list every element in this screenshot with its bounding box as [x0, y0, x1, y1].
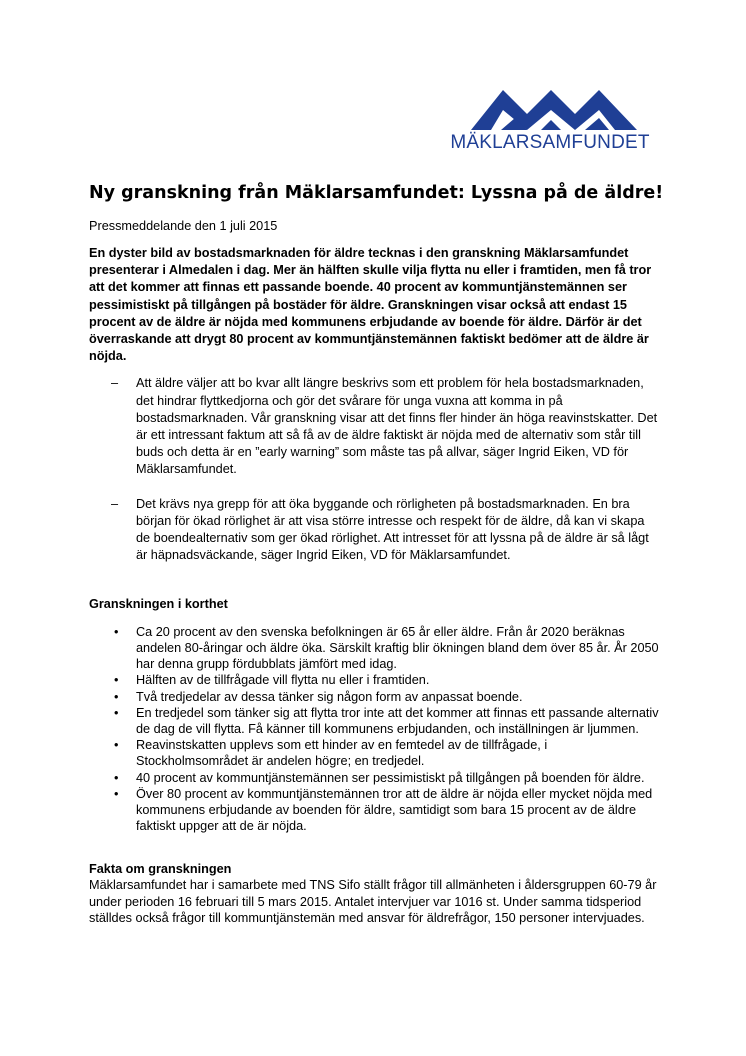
- bullet-icon: •: [114, 706, 119, 721]
- list-item: [89, 706, 661, 738]
- list-item-text: Reavinstskatten upplevs som ett hinder av en femtedel av de tillfrågade, i Stockholmsområdet är andelen högre; en tredjedel.: [136, 738, 548, 769]
- bullet-icon: •: [114, 738, 119, 753]
- list-item: [89, 787, 661, 834]
- list-item: [89, 771, 661, 787]
- quote-text: Att äldre väljer att bo kvar allt längre beskrivs som ett problem för hela bostadsmarknaden, det hindrar flyttkedjorna och gör det svårare för unga vuxna att komma in på bostadsmarknaden. Vår granskning visar att det finns fler hinder än höga reavinstskatter. Det är ett intressant faktum att så få av de äldre faktiskt är nöjda med de alternativ som står till buds och detta är en ”early warning” som måste tas på allvar, säger Ingrid Eiken, VD för Mäklarsamfundet.: [136, 376, 658, 477]
- roof-mark-icon: [443, 86, 657, 132]
- press-release: [89, 180, 664, 927]
- quote-text: Det krävs nya grepp för att öka byggande och rörligheten på bostadsmarknaden. En bra början för ökad rörlighet är att visa större intresse och respekt för de äldre, då kan vi skapa de boendealternativ som ger ökad rörlighet. Att intresset för att lyssna på de äldre är så lågt är häpnadsväckande, säger Ingrid Eiken, VD för Mäklarsamfundet.: [136, 496, 649, 563]
- bullet-icon: •: [114, 673, 119, 688]
- quotes: [89, 375, 661, 564]
- list-item-text: Hälften av de tillfrågade vill flytta nu eller i framtiden.: [136, 673, 430, 688]
- bullet-icon: •: [114, 689, 119, 704]
- list-item: [89, 625, 661, 672]
- facts-heading: Fakta om granskningen: [89, 862, 232, 877]
- bullet-icon: •: [114, 625, 119, 640]
- date-line: Pressmeddelande den 1 juli 2015: [89, 219, 278, 233]
- list-item-text: En tredjedel som tänker sig att flytta tror inte att det kommer att finnas ett passande alternativ de dag de vill flytta. Få känner till kommunens erbjudanden, och inställningen är ljummen.: [136, 706, 659, 737]
- quote-item: [89, 375, 661, 478]
- summary-list: [89, 625, 661, 834]
- list-item: [89, 673, 661, 689]
- bullet-icon: •: [114, 786, 119, 801]
- dash-marker: –: [111, 496, 119, 511]
- maklarsamfundet-logo: [443, 86, 657, 156]
- quote-item: [89, 496, 661, 565]
- dash-marker: –: [111, 376, 119, 391]
- list-item-text: 40 procent av kommuntjänstemännen ser pessimistiskt på tillgången på boenden för äldre.: [136, 770, 645, 785]
- list-item-text: Ca 20 procent av den svenska befolkningen är 65 år eller äldre. Från år 2020 beräknas andelen 80-åringar och äldre öka. Särskilt kraftig blir ökningen bland dem över 85 år. År 2050 har denna grupp fördubblats jämfört med idag.: [136, 625, 659, 672]
- lead-paragraph: En dyster bild av bostadsmarknaden för äldre tecknas i den granskning Mäklarsamfundet presenterar i Almedalen i dag. Mer än hälften skulle vilja flytta nu eller i framtiden, men få tror att det kommer att finnas ett passande boende. 40 procent av kommuntjänstemännen ser pessimistiskt på tillgången på bostäder för äldre. Granskningen visar också att endast 15 procent av de äldre är nöjda med kommunens erbjudande av boende för äldre. Därför är det överraskande att drygt 80 procent av kommuntjänstemännen faktiskt bedömer att de äldre är nöjda.: [89, 246, 652, 364]
- logo-wordmark: MÄKLARSAMFUNDET: [450, 132, 650, 153]
- headline: Ny granskning från Mäklarsamfundet: Lyssna på de äldre!: [89, 183, 664, 203]
- bullet-icon: •: [114, 770, 119, 785]
- list-item: [89, 690, 661, 706]
- list-item: [89, 738, 661, 770]
- facts-paragraph: Mäklarsamfundet har i samarbete med TNS Sifo ställt frågor till allmänheten i åldersgruppen 60-79 år under perioden 16 februari till 5 mars 2015. Antalet intervjuer var 1016 st. Under samma tidsperiod ställdes också frågor till kommuntjänstemän med ansvar för äldrefrågor, 150 personer intervjuades.: [89, 878, 657, 926]
- list-item-text: Över 80 procent av kommuntjänstemännen tror att de äldre är nöjda eller mycket nöjda med kommunens erbjudande av boenden för äldre, samtidigt som bara 15 procent av de äldre faktiskt uppger att de är nöjda.: [136, 786, 653, 833]
- list-item-text: Två tredjedelar av dessa tänker sig någon form av anpassat boende.: [136, 689, 523, 704]
- summary-heading: Granskningen i korthet: [89, 597, 228, 612]
